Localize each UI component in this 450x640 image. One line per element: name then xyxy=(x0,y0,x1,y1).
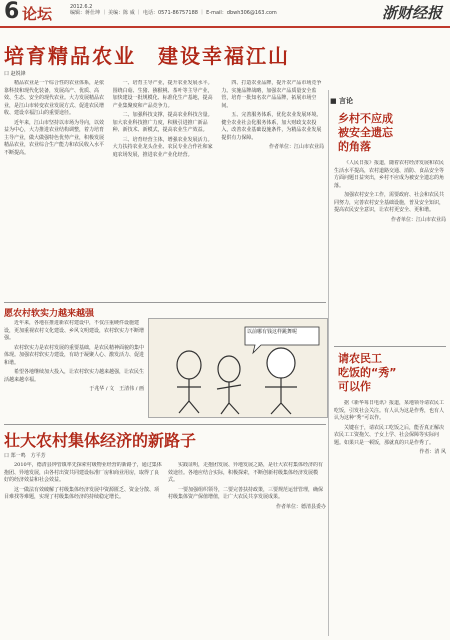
commentary-body xyxy=(4,320,144,420)
sidebar-paragraph: 《人民日报》报道，随着农村经济发展和农民生活水平提高，农村道路交通、消防、食品安全等方面问题日益突出，乡村不应成为被安全遗忘的角落。 xyxy=(334,160,445,189)
lower-paragraph: 实践证明，走抱团发展、异地发展之路，是壮大农村集体经济的有效途径。各地应结合实际，积极探索，不断创新村级集体经济发展模式。 xyxy=(168,462,324,483)
section-divider xyxy=(4,302,326,303)
page-number: 6 xyxy=(4,0,20,24)
main-paragraph: 三、培育经营主体，增强农业发展活力。大力扶持农业龙头企业、农民专业合作社和家庭农场发展，推进农业产业化经营。 xyxy=(112,136,213,158)
main-paragraph: 五、完善服务体系，优化农业发展环境。健全农业社会化服务体系，加大财政支农投入，改善农业基础设施条件，为精品农业发展提供有力保障。 xyxy=(221,112,322,141)
cartoon-caption: 以前哪有钱这样跳舞呢 xyxy=(247,329,298,335)
sidebar-paragraph: 加强农村安全工作，需要政府、社会和农民共同努力，完善农村安全基础设施，普及安全知识，提高农民安全意识，让农村更安全、更和谐。 xyxy=(334,192,445,213)
sidebar-headline-1-line: 的角落 xyxy=(338,140,371,153)
main-headline: 培育精品农业 建设幸福江山 xyxy=(4,44,290,68)
commentary-paragraph: 近年来，各地在推进新农村建设中，不仅注重硬件设施建设，更加重视农村文化建设、乡风文明建设，农村软实力不断增强。 xyxy=(4,320,144,341)
cartoon-image xyxy=(148,318,328,418)
sidebar-label: ■ 言论 xyxy=(330,97,354,105)
lower-paragraph: 2010年，德清县钟管镇率先探索村级物业经营的新路子，通过集体抱团、异地发展，由各村出资共同建设标准厂房和商业用房，取得了良好的经济效益和社会效益。 xyxy=(4,462,162,483)
section-name: 论坛 xyxy=(22,5,53,23)
sidebar-author-note: 作者单位：江山市农业局 xyxy=(390,216,446,223)
issue-date: 2012.6.2 xyxy=(70,4,93,10)
sidebar-headline-2-line: 请农民工 xyxy=(338,352,382,365)
page-meta xyxy=(70,4,277,16)
sidebar-article-1-body xyxy=(334,160,446,340)
lower-article-body xyxy=(4,462,326,634)
commentary-paragraph: 农村软实力是农村发展的重要基础，是农民精神面貌的集中体现。加强农村软实力建设，有助于凝聚人心、激发活力、促进和谐。 xyxy=(4,344,144,366)
sidebar-divider xyxy=(328,90,329,636)
commentary-author: 于兆华 / 文 王清伟 / 画 xyxy=(89,386,144,392)
editor-contact: 编辑：蒋仕坤 ｜ 美编：陈 威 ｜ 电话：0571-86757188 ｜ E-mail：dbwh306@163.com xyxy=(70,10,277,16)
sidebar-paragraph: 据《新华每日电讯》报道，某地领导请农民工吃饭，引发社会关注。有人认为这是作秀，也有人认为这种“秀”可以作。 xyxy=(334,400,445,421)
main-paragraph: 四、打造农业品牌，提升农产品市场竞争力。实施品牌战略，加强农产品质量安全监管，培育一批知名农产品品牌，拓展市场空间。 xyxy=(221,80,322,109)
lower-paragraph: 一要加强组织领导，二要完善扶持政策，三要规范运营管理，确保村级集体资产保值增值，让广大农民共享发展成果。 xyxy=(168,486,324,500)
section-divider xyxy=(4,424,326,425)
main-paragraph: 精品农业是一个综合性的农业体系，是依靠科技和现代化装备，发展高产、优质、高效、生态、安全的现代农业。大力发展精品农业，是江山市转变农业发展方式、促进农民增收、建设幸福江山的重要途径。 xyxy=(4,80,105,116)
sidebar-headline-2-line: 可以作 xyxy=(338,380,371,393)
sidebar-headline-1-line: 被安全遗忘 xyxy=(338,126,393,139)
main-byline: 口 赵锐锋 xyxy=(4,71,26,77)
main-paragraph: 二、加强科技支撑，提高农业科技含量。加大农业科技推广力度，积极引进推广新品种、新技术、新模式，提高农业生产效益。 xyxy=(112,112,213,133)
sidebar-author-note: 作者：清 风 xyxy=(419,449,446,455)
main-paragraph: 近年来，江山市坚持以市场为导向，以效益为中心，大力推进农业结构调整，着力培育主导产业，做大做强特色优势产业，积极发展精品农业，农业综合生产能力和农民收入水平不断提高。 xyxy=(4,119,105,156)
sidebar-divider xyxy=(334,346,446,347)
sidebar-article-2-body xyxy=(334,400,446,632)
sidebar-headline-2-line: 吃饭的“秀” xyxy=(338,366,397,379)
lower-byline: 口 郑一鸣 方平芳 xyxy=(4,453,46,459)
main-article-body xyxy=(4,80,324,298)
paper-name: 浙财经报 xyxy=(381,4,442,22)
page-header xyxy=(0,0,450,28)
commentary-headline: 愿农村软实力越来越强 xyxy=(4,309,95,319)
sidebar-paragraph: 关键在于，请农民工吃饭之后，能否真正解决农民工工资拖欠、子女上学、社会保障等实际问题。如果只是一顿饭，那就真的只是作秀了。 xyxy=(334,424,445,446)
lower-author-note: 作者单位：德清县委办 xyxy=(275,503,326,510)
main-paragraph: 一、培育主导产业，提升农业发展水平。围绕白菇、生猪、猕猴桃、茶叶等主导产业，加快建设一批规模化、标准化生产基地，提高产业集聚度和产品竞争力。 xyxy=(112,80,213,109)
lower-paragraph: 这一做法有效破解了村级集体经济发展中资源匮乏、资金分散、项目难找等难题，实现了村级集体经济的持续稳定增长。 xyxy=(4,486,160,500)
main-author-note: 作者单位：江山市农业局 xyxy=(268,144,324,150)
sidebar-headline-1-line: 乡村不应成 xyxy=(338,112,393,125)
sidebar-headline-2 xyxy=(338,352,396,394)
commentary-paragraph: 希望各地继续加大投入，让农村软实力越来越强，让农民生活越来越幸福。 xyxy=(4,369,144,383)
sidebar-headline-1 xyxy=(338,112,393,154)
lower-headline: 壮大农村集体经济的新路子 xyxy=(4,431,197,450)
